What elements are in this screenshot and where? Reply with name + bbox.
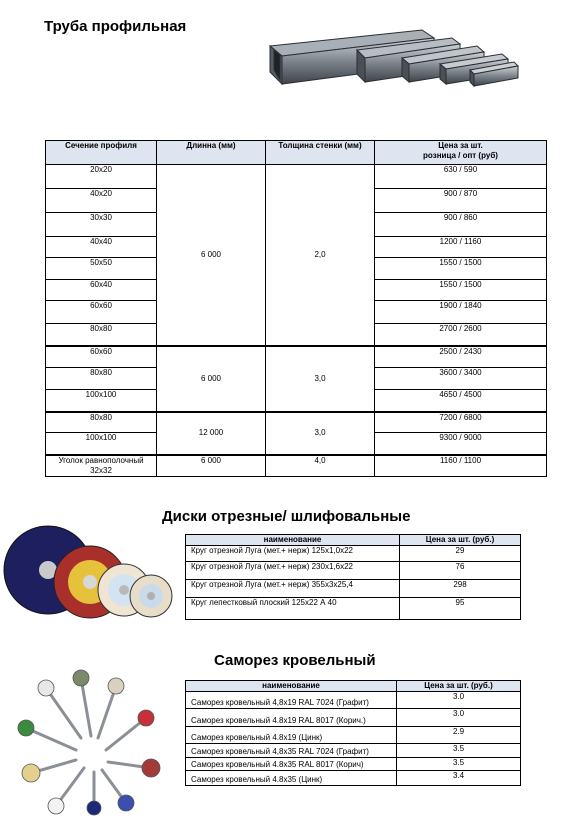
table-row [186,692,521,709]
size-cell: 50x50 [46,258,157,280]
table-row [46,412,547,433]
item-price: 3.0 [397,709,521,727]
table-row [186,598,521,620]
size-cell: 20x20 [46,165,157,189]
table-row [186,546,521,562]
discs-section-title: Диски отрезные/ шлифовальные [162,508,411,525]
size-cell: 60x60 [46,346,157,368]
item-name: Саморез кровельный 4.8х19 RAL 8017 (Корич.) [186,709,397,727]
col-header-price: Цена за шт. (руб.) [400,535,521,546]
item-name: Круг лепестковый плоский 125х22 А 40 [186,598,400,620]
item-price: 2.9 [397,727,521,744]
length-cell: 6 000 [157,455,266,477]
table-row [186,727,521,744]
size-cell: 100x100 [46,433,157,455]
size-cell: Уголок равнополочный 32x32 [46,455,157,477]
table-row [186,580,521,598]
length-cell: 6 000 [157,165,266,346]
length-cell: 6 000 [157,346,266,412]
item-name: Саморез кровельный 4.8х19 (Цинк) [186,727,397,744]
item-price: 76 [400,562,521,580]
pipe-price-table [45,140,547,477]
table-row [46,165,547,189]
size-cell: 40x20 [46,189,157,213]
item-price: 3.5 [397,744,521,758]
item-price: 29 [400,546,521,562]
price-cell: 1160 / 1100 [375,455,547,477]
item-price: 3.5 [397,758,521,771]
item-name: Круг отрезной Луга (мет.+ нерж) 125х1,0х22 [186,546,400,562]
price-cell: 900 / 860 [375,213,547,237]
size-cell: 80x80 [46,368,157,390]
item-price: 3.0 [397,692,521,709]
item-name: Саморез кровельный 4,8х35 RAL 7024 (Графит) [186,744,397,758]
item-name: Круг отрезной Луга (мет.+ нерж) 355х3х25,4 [186,580,400,598]
roofing-screws-image [6,668,178,816]
cutting-discs-image [0,520,180,630]
price-cell: 630 / 590 [375,165,547,189]
price-cell: 2500 / 2430 [375,346,547,368]
price-cell: 1550 / 1500 [375,280,547,301]
price-cell: 9300 / 9000 [375,433,547,455]
col-header-price: Цена за шт. (руб.) [397,681,521,692]
thickness-cell: 3,0 [266,346,375,412]
table-row [186,709,521,727]
table-row [46,455,547,477]
price-cell: 1900 / 1840 [375,301,547,324]
col-header-name: наименование [186,535,400,546]
price-cell: 1550 / 1500 [375,258,547,280]
item-name: Круг отрезной Луга (мет.+ нерж) 230х1,6х22 [186,562,400,580]
screws-price-table [185,680,521,786]
col-header-section: Сечение профиля [46,141,157,165]
table-header-row [46,141,547,165]
profile-pipes-image [262,16,522,96]
price-cell: 4650 / 4500 [375,390,547,412]
table-header-row [186,535,521,546]
item-price: 3.4 [397,771,521,786]
item-price: 298 [400,580,521,598]
size-cell: 80x80 [46,412,157,433]
thickness-cell: 4,0 [266,455,375,477]
item-name: Саморез кровельный 4.8х35 RAL 8017 (Корич) [186,758,397,771]
item-price: 95 [400,598,521,620]
price-cell: 900 / 870 [375,189,547,213]
pipe-section-title: Труба профильная [44,18,187,35]
price-cell: 2700 / 2600 [375,324,547,346]
thickness-cell: 3,0 [266,412,375,455]
size-cell: 60x40 [46,280,157,301]
col-header-name: наименование [186,681,397,692]
screws-section-title: Саморез кровельный [214,652,376,669]
table-row [186,758,521,771]
size-cell: 100x100 [46,390,157,412]
table-row [186,744,521,758]
size-cell: 30x30 [46,213,157,237]
item-name: Саморез кровельный 4.8х35 (Цинк) [186,771,397,786]
size-cell: 80x80 [46,324,157,346]
price-cell: 7200 / 6800 [375,412,547,433]
table-row [186,771,521,786]
length-cell: 12 000 [157,412,266,455]
size-cell: 40x40 [46,237,157,258]
thickness-cell: 2,0 [266,165,375,346]
price-cell: 3600 / 3400 [375,368,547,390]
col-header-price: Цена за шт. розница / опт (руб) [375,141,547,165]
table-row [186,562,521,580]
item-name: Саморез кровельный 4,8х19 RAL 7024 (Графит) [186,692,397,709]
col-header-length: Длинна (мм) [157,141,266,165]
price-cell: 1200 / 1160 [375,237,547,258]
discs-price-table [185,534,521,620]
col-header-thickness: Толщина стенки (мм) [266,141,375,165]
table-header-row [186,681,521,692]
table-row [46,346,547,368]
size-cell: 60x60 [46,301,157,324]
